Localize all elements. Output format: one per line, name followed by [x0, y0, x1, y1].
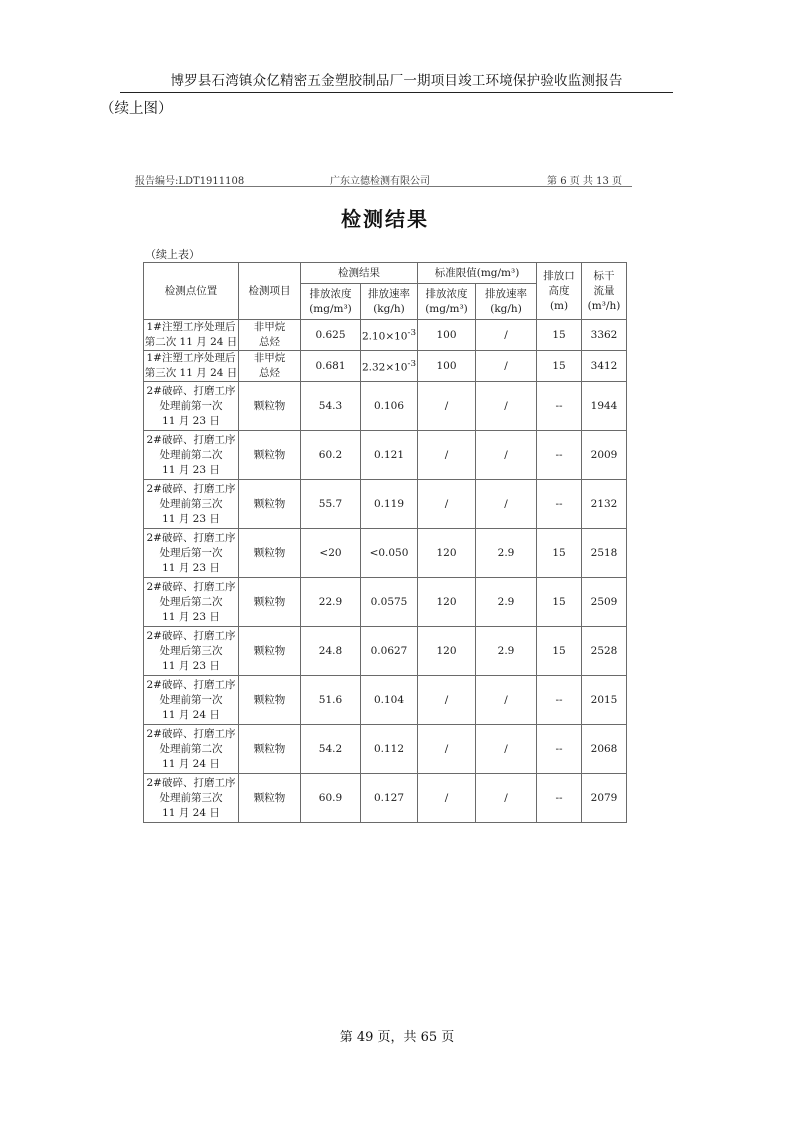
cell-limit-conc: 120 [418, 578, 476, 627]
cell-item: 颗粒物 [239, 431, 301, 480]
report-meta-bar [135, 170, 632, 186]
cell-limit-rate: / [476, 774, 537, 823]
cell-height: -- [537, 480, 582, 529]
cell-height: -- [537, 774, 582, 823]
cell-conc: 51.6 [301, 676, 361, 725]
cell-rate [361, 382, 418, 431]
cell-item: 颗粒物 [239, 627, 301, 676]
rate-base: 0.106 [373, 399, 405, 412]
cell-rate [361, 431, 418, 480]
cell-flow: 2509 [582, 578, 627, 627]
cell-limit-conc: 100 [418, 320, 476, 351]
cell-flow: 2009 [582, 431, 627, 480]
header-result-group: 检测结果 [301, 263, 418, 284]
header-limit-rate: 排放速率 (kg/h) [476, 284, 537, 320]
rate-base: 0.104 [373, 693, 405, 706]
cell-item: 颗粒物 [239, 529, 301, 578]
page-header-title: 博罗县石湾镇众亿精密五金塑胶制品厂一期项目竣工环境保护验收监测报告 [170, 73, 623, 89]
cell-limit-rate: / [476, 382, 537, 431]
cell-limit-rate: / [476, 480, 537, 529]
cell-location: 2#破碎、打磨工序 处理前第三次 11 月 23 日 [144, 480, 239, 529]
cell-flow: 2079 [582, 774, 627, 823]
cell-conc: 54.2 [301, 725, 361, 774]
cell-conc: 24.8 [301, 627, 361, 676]
cell-location: 2#破碎、打磨工序 处理前第三次 11 月 24 日 [144, 774, 239, 823]
results-table [143, 262, 627, 823]
cell-item: 颗粒物 [239, 676, 301, 725]
rate-base: 2.32×10 [361, 361, 408, 374]
cell-height: 15 [537, 529, 582, 578]
cell-limit-conc: / [418, 676, 476, 725]
cell-item: 颗粒物 [239, 480, 301, 529]
cell-item: 颗粒物 [239, 578, 301, 627]
cell-height: -- [537, 431, 582, 480]
table-row [144, 627, 627, 676]
cell-flow: 2528 [582, 627, 627, 676]
rate-base: 2.10×10 [361, 330, 408, 343]
cell-limit-rate: 2.9 [476, 578, 537, 627]
cell-rate [361, 627, 418, 676]
cell-rate [361, 320, 418, 351]
cell-height: 15 [537, 320, 582, 351]
cell-rate [361, 676, 418, 725]
rate-base: <0.050 [369, 546, 409, 559]
cell-rate [361, 578, 418, 627]
cell-location: 2#破碎、打磨工序 处理前第二次 11 月 24 日 [144, 725, 239, 774]
cell-location: 1#注塑工序处理后 第二次 11 月 24 日 [144, 320, 239, 351]
cell-flow: 2518 [582, 529, 627, 578]
cell-conc: 0.681 [301, 351, 361, 382]
table-row [144, 351, 627, 382]
cell-conc: <20 [301, 529, 361, 578]
cell-location: 2#破碎、打磨工序 处理前第一次 11 月 23 日 [144, 382, 239, 431]
header-limit-group: 标准限值(mg/m³) [418, 263, 537, 284]
cell-height: 15 [537, 578, 582, 627]
cell-location: 2#破碎、打磨工序 处理后第二次 11 月 23 日 [144, 578, 239, 627]
cell-limit-conc: 100 [418, 351, 476, 382]
cell-location: 2#破碎、打磨工序 处理后第一次 11 月 23 日 [144, 529, 239, 578]
page-footer: 第 49 页，共 65 页 [339, 1030, 455, 1045]
cell-flow: 3362 [582, 320, 627, 351]
cell-limit-rate: / [476, 320, 537, 351]
results-body [144, 320, 627, 823]
table-row [144, 431, 627, 480]
header-rate: 排放速率 (kg/h) [361, 284, 418, 320]
cell-rate [361, 480, 418, 529]
cell-conc: 60.2 [301, 431, 361, 480]
cell-flow: 2015 [582, 676, 627, 725]
cell-height: -- [537, 725, 582, 774]
cell-rate [361, 351, 418, 382]
cell-conc: 22.9 [301, 578, 361, 627]
cell-item: 颗粒物 [239, 774, 301, 823]
cell-item: 颗粒物 [239, 382, 301, 431]
table-row [144, 578, 627, 627]
scan-page-info: 第 6 页 共 13 页 [547, 176, 622, 187]
cell-flow: 2132 [582, 480, 627, 529]
cell-location: 2#破碎、打磨工序 处理后第三次 11 月 23 日 [144, 627, 239, 676]
results-title: 检测结果 [341, 207, 429, 231]
report-number: 报告编号:LDT1911108 [135, 176, 245, 187]
cell-limit-conc: / [418, 480, 476, 529]
continued-note: （续上图） [100, 101, 173, 117]
cell-item: 颗粒物 [239, 725, 301, 774]
table-row [144, 676, 627, 725]
cell-flow: 1944 [582, 382, 627, 431]
table-row [144, 725, 627, 774]
table-row [144, 320, 627, 351]
header-conc: 排放浓度 (mg/m³) [301, 284, 361, 320]
cell-limit-conc: / [418, 382, 476, 431]
rate-base: 0.112 [373, 742, 405, 755]
cell-location: 1#注塑工序处理后 第三次 11 月 24 日 [144, 351, 239, 382]
rate-base: 0.121 [373, 448, 405, 461]
cell-limit-rate: / [476, 431, 537, 480]
continued-table-note: （续上表） [145, 248, 200, 261]
rate-base: 0.0627 [370, 644, 408, 657]
cell-rate [361, 725, 418, 774]
header-flow: 标干 流量 (m³/h) [582, 263, 627, 320]
cell-rate [361, 774, 418, 823]
table-row [144, 382, 627, 431]
company-name: 广东立德检测有限公司 [330, 176, 430, 187]
cell-item: 非甲烷 总烃 [239, 351, 301, 382]
cell-rate [361, 529, 418, 578]
cell-limit-rate: 2.9 [476, 627, 537, 676]
header-location: 检测点位置 [144, 263, 239, 320]
table-row [144, 774, 627, 823]
cell-flow: 2068 [582, 725, 627, 774]
cell-conc: 54.3 [301, 382, 361, 431]
header-item: 检测项目 [239, 263, 301, 320]
cell-location: 2#破碎、打磨工序 处理前第一次 11 月 24 日 [144, 676, 239, 725]
cell-limit-conc: / [418, 431, 476, 480]
cell-limit-rate: / [476, 676, 537, 725]
table-row [144, 529, 627, 578]
cell-location: 2#破碎、打磨工序 处理前第二次 11 月 23 日 [144, 431, 239, 480]
rate-exponent: -3 [407, 358, 417, 369]
cell-limit-rate: / [476, 351, 537, 382]
page-header-rule [120, 92, 673, 93]
cell-conc: 0.625 [301, 320, 361, 351]
cell-limit-rate: 2.9 [476, 529, 537, 578]
cell-limit-conc: 120 [418, 529, 476, 578]
rate-base: 0.0575 [370, 595, 408, 608]
cell-conc: 55.7 [301, 480, 361, 529]
header-outlet-height: 排放口 高度 (m) [537, 263, 582, 320]
report-meta-rule [135, 186, 632, 187]
header-limit-conc: 排放浓度 (mg/m³) [418, 284, 476, 320]
cell-item: 非甲烷 总烃 [239, 320, 301, 351]
rate-base: 0.127 [373, 791, 405, 804]
cell-limit-conc: / [418, 774, 476, 823]
rate-exponent: -3 [407, 327, 417, 338]
rate-base: 0.119 [373, 497, 405, 510]
cell-flow: 3412 [582, 351, 627, 382]
cell-height: -- [537, 676, 582, 725]
cell-limit-rate: / [476, 725, 537, 774]
cell-height: -- [537, 382, 582, 431]
cell-height: 15 [537, 351, 582, 382]
cell-height: 15 [537, 627, 582, 676]
cell-conc: 60.9 [301, 774, 361, 823]
cell-limit-conc: / [418, 725, 476, 774]
cell-limit-conc: 120 [418, 627, 476, 676]
table-row [144, 480, 627, 529]
